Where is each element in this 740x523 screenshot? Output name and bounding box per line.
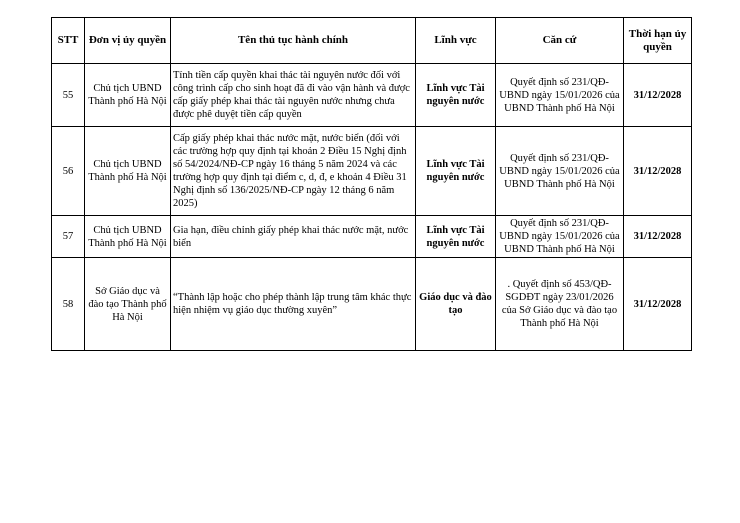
- cell-stt: 57: [52, 216, 85, 258]
- cell-field: Lĩnh vực Tài nguyên nước: [416, 64, 496, 127]
- cell-deadline: 31/12/2028: [624, 258, 692, 351]
- cell-procedure: “Thành lập hoặc cho phép thành lập trung tâm khác thực hiện nhiệm vụ giáo dục thường xuyên”: [171, 258, 416, 351]
- header-unit: Đơn vị ủy quyền: [85, 18, 171, 64]
- cell-procedure: Cấp giấy phép khai thác nước mặt, nước biển (đối với các trường hợp quy định tại khoản 2 Điều 15 Nghị định số 54/2024/NĐ-CP ngày 16 tháng 5 năm 2024 và các trường hợp quy định tại điểm c, d, đ, e khoản 4 Điều 31 Nghị định số 136/2025/NĐ-CP ngày 12 tháng 6 năm 2025): [171, 127, 416, 216]
- cell-unit: Chủ tịch UBND Thành phố Hà Nội: [85, 216, 171, 258]
- cell-field: Giáo dục và đào tạo: [416, 258, 496, 351]
- cell-stt: 58: [52, 258, 85, 351]
- table-row: [52, 258, 692, 351]
- cell-basis: Quyết định số 231/QĐ-UBND ngày 15/01/2026 của UBND Thành phố Hà Nội: [496, 64, 624, 127]
- cell-field: Lĩnh vực Tài nguyên nước: [416, 216, 496, 258]
- header-row: [52, 18, 692, 64]
- cell-deadline: 31/12/2028: [624, 216, 692, 258]
- table-row: [52, 64, 692, 127]
- cell-stt: 55: [52, 64, 85, 127]
- cell-stt: 56: [52, 127, 85, 216]
- header-basis: Căn cứ: [496, 18, 624, 64]
- cell-deadline: 31/12/2028: [624, 127, 692, 216]
- table-row: [52, 216, 692, 258]
- cell-basis: Quyết định số 231/QĐ-UBND ngày 15/01/2026 của UBND Thành phố Hà Nội: [496, 127, 624, 216]
- cell-unit: Sở Giáo dục và đào tạo Thành phố Hà Nội: [85, 258, 171, 351]
- cell-basis: Quyết định số 231/QĐ-UBND ngày 15/01/2026 của UBND Thành phố Hà Nội: [496, 216, 624, 258]
- delegation-table: [51, 17, 692, 351]
- cell-unit: Chủ tịch UBND Thành phố Hà Nội: [85, 64, 171, 127]
- cell-deadline: 31/12/2028: [624, 64, 692, 127]
- header-field: Lĩnh vực: [416, 18, 496, 64]
- cell-field: Lĩnh vực Tài nguyên nước: [416, 127, 496, 216]
- header-procedure: Tên thủ tục hành chính: [171, 18, 416, 64]
- cell-procedure: Gia hạn, điều chỉnh giấy phép khai thác nước mặt, nước biển: [171, 216, 416, 258]
- cell-procedure: Tính tiền cấp quyền khai thác tài nguyên nước đối với công trình cấp cho sinh hoạt đã đi vào vận hành và được cấp giấy phép khai thác tài nguyên nước nhưng chưa được phê duyệt tiền cấp quyền: [171, 64, 416, 127]
- header-deadline: Thời hạn ủy quyền: [624, 18, 692, 64]
- cell-basis: . Quyết định số 453/QĐ-SGDĐT ngày 23/01/2026 của Sở Giáo dục và đào tạo Thành phố Hà Nội: [496, 258, 624, 351]
- table-row: [52, 127, 692, 216]
- cell-unit: Chủ tịch UBND Thành phố Hà Nội: [85, 127, 171, 216]
- header-stt: STT: [52, 18, 85, 64]
